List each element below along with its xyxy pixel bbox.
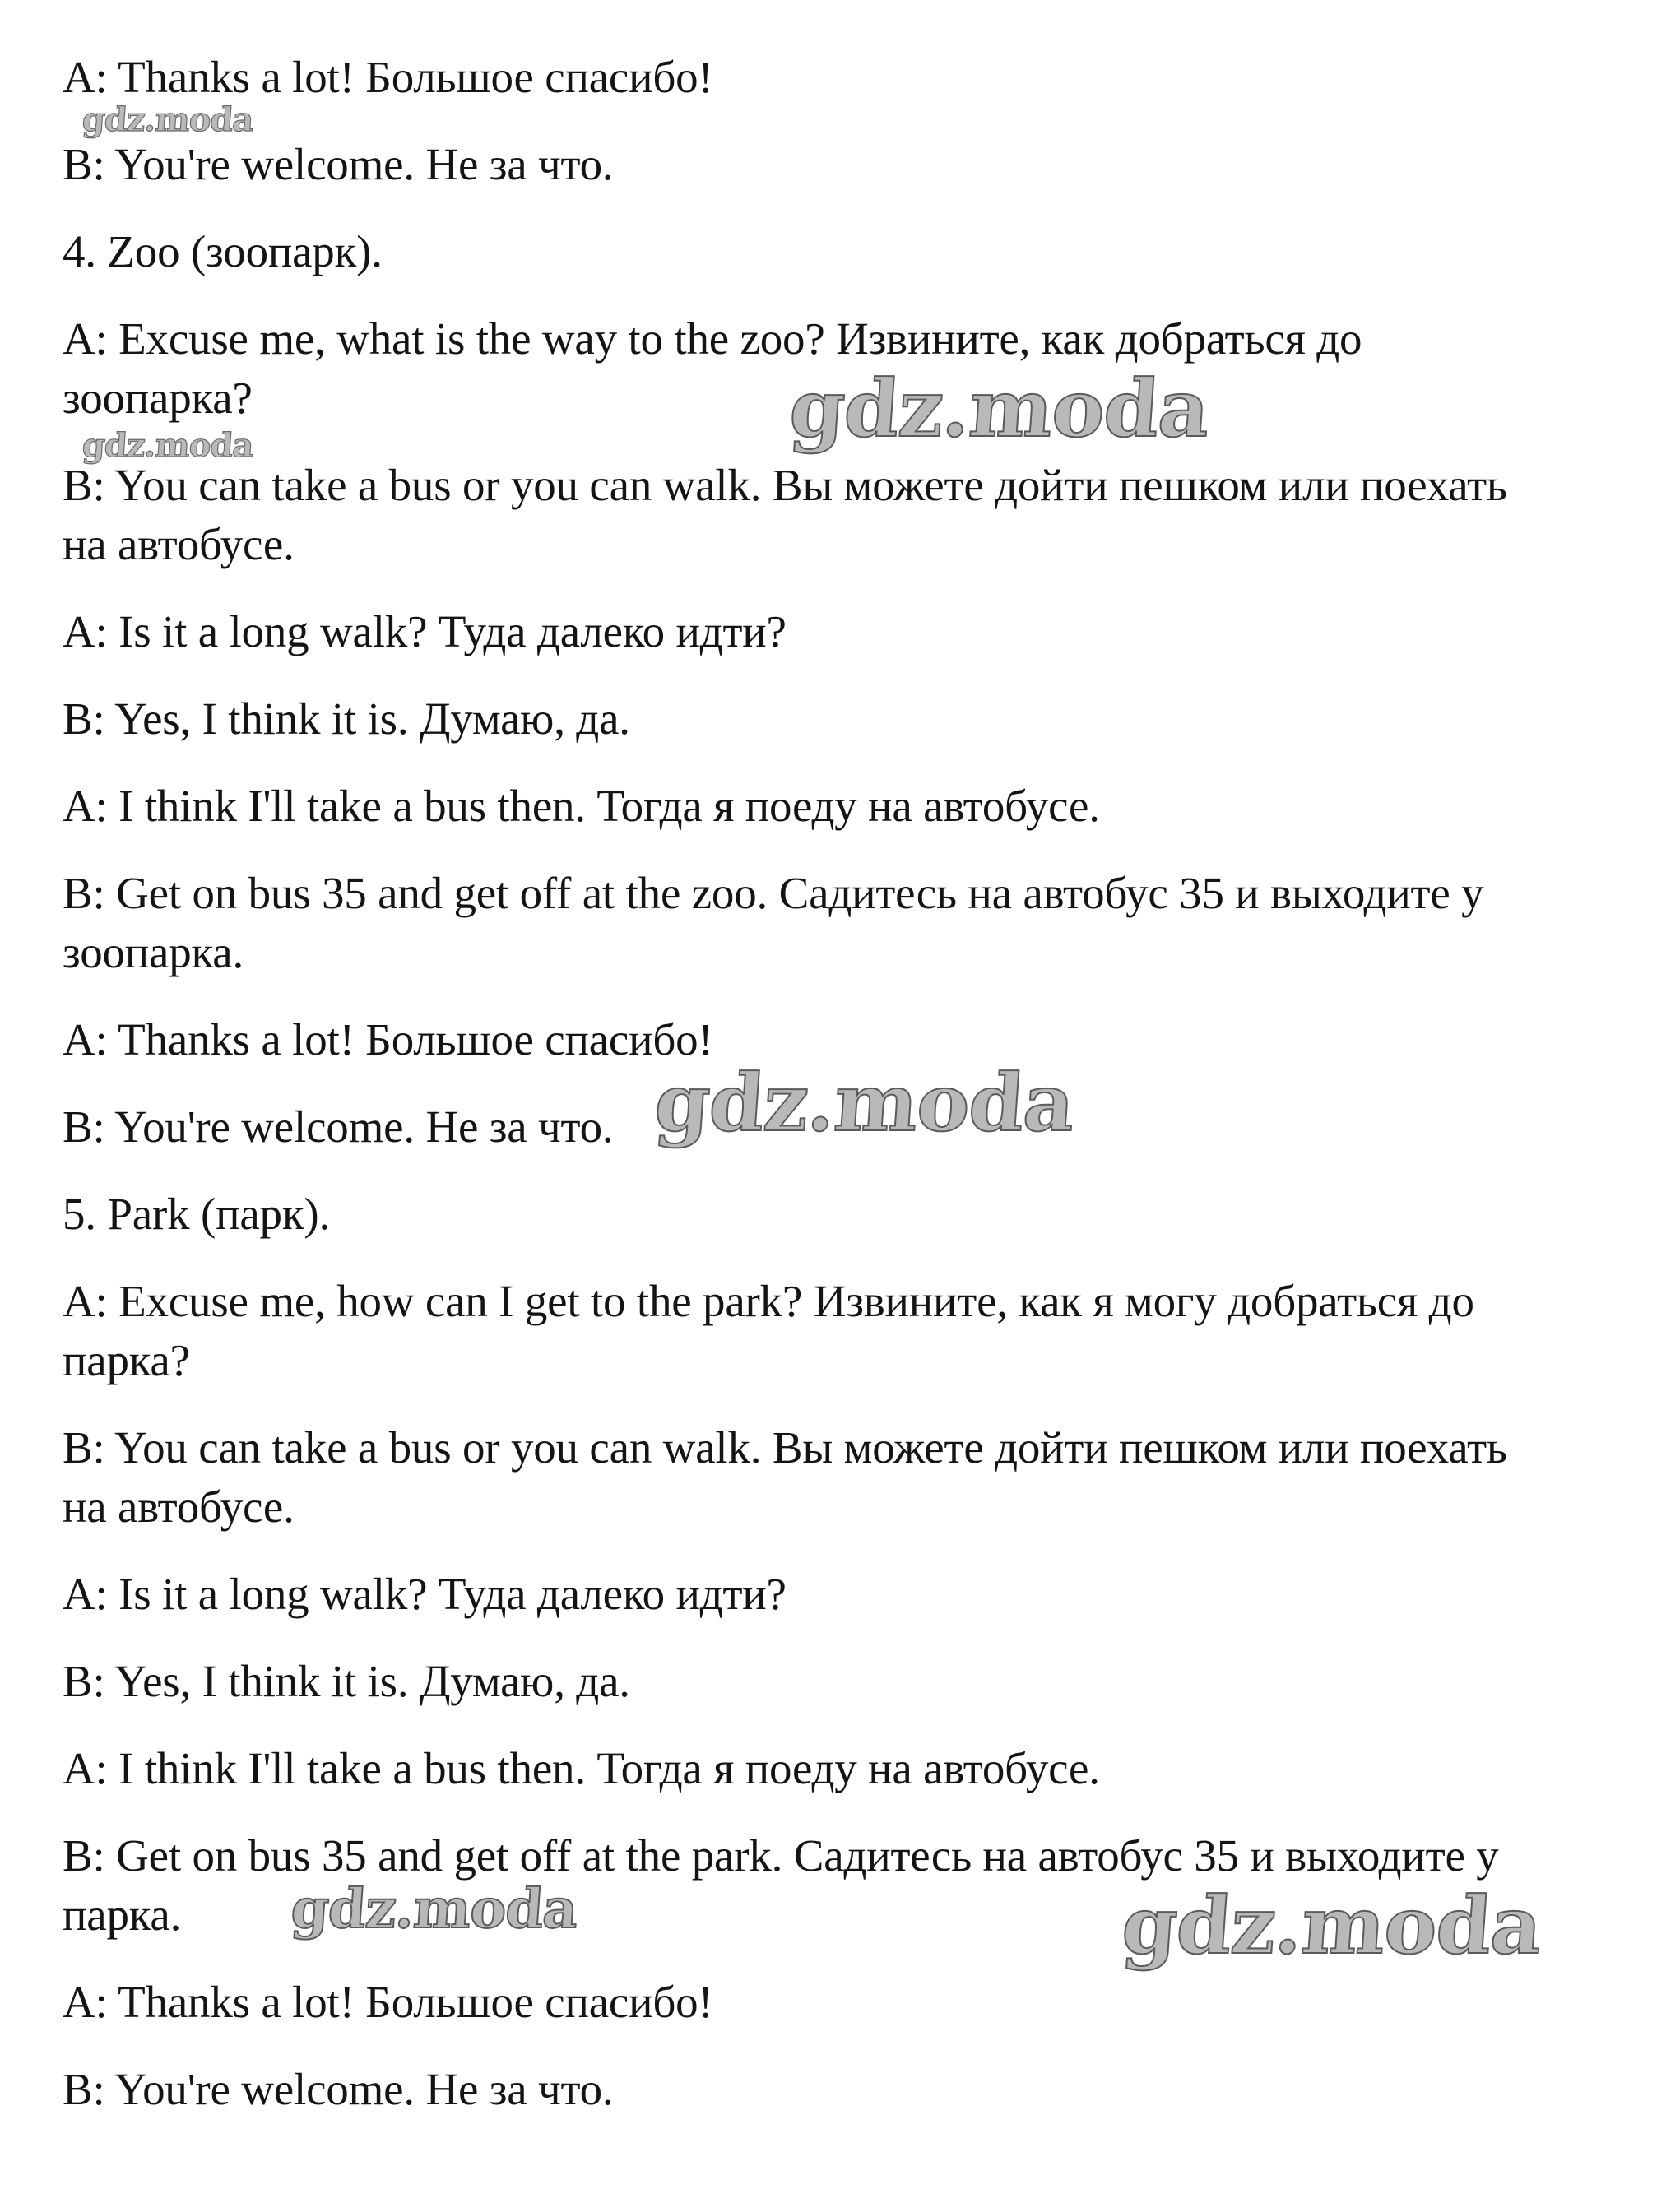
dialogue-line-b-welcome: B: You're welcome. Не за что. xyxy=(63,2064,614,2114)
dialogue-line-b-yes: B: Yes, I think it is. Думаю, да. xyxy=(63,693,630,744)
dialogue-line-a-take-bus: A: I think I'll take a bus then. Тогда я поеду на автобусе. xyxy=(63,781,1100,831)
dialogue-line-b-welcome: B: You're welcome. Не за что. xyxy=(63,139,614,189)
dialogue-line-continuation: зоопарка. xyxy=(63,927,244,977)
dialogue-line-b-get-on-bus: B: Get on bus 35 and get off at the zoo. Садитесь на автобус 35 и выходите у xyxy=(63,868,1484,918)
dialogue-line-continuation: парка. xyxy=(63,1890,182,1940)
dialogue-line-a-thanks: A: Thanks a lot! Большое спасибо! xyxy=(63,1014,713,1064)
watermark: gdz.moda xyxy=(652,1056,1078,1149)
dialogue-line-a-long-walk: A: Is it a long walk? Туда далеко идти? xyxy=(63,1569,787,1619)
dialogue-line-a-thanks: A: Thanks a lot! Большое спасибо! xyxy=(63,1977,713,2027)
section-heading-zoo: 4. Zoo (зоопарк). xyxy=(63,226,383,276)
watermark: gdz.moda xyxy=(81,426,255,465)
dialogue-line-a-long-walk: A: Is it a long walk? Туда далеко идти? xyxy=(63,606,787,656)
watermark: gdz.moda xyxy=(81,100,255,139)
watermark: gdz.moda xyxy=(787,362,1213,455)
dialogue-line-a-thanks: A: Thanks a lot! Большое спасибо! xyxy=(63,52,713,102)
dialogue-line-continuation: на автобусе. xyxy=(63,1482,295,1532)
dialogue-line-b-get-on-bus: B: Get on bus 35 and get off at the park. Садитесь на автобус 35 и выходите у xyxy=(63,1830,1499,1881)
dialogue-line-continuation: парка? xyxy=(63,1335,190,1385)
dialogue-line-a-take-bus: A: I think I'll take a bus then. Тогда я поеду на автобусе. xyxy=(63,1743,1100,1793)
section-heading-park: 5. Park (парк). xyxy=(63,1189,331,1239)
watermark: gdz.moda xyxy=(289,1876,580,1941)
dialogue-line-a-question: A: Excuse me, how can I get to the park? Извините, как я могу добраться до xyxy=(63,1276,1474,1326)
dialogue-line-b-welcome: B: You're welcome. Не за что. xyxy=(63,1102,614,1152)
dialogue-line-continuation: на автобусе. xyxy=(63,519,295,569)
dialogue-line-continuation: зоопарка? xyxy=(63,373,253,423)
dialogue-line-a-question: A: Excuse me, what is the way to the zoo? Извините, как добраться до xyxy=(63,313,1362,364)
dialogue-line-b-yes: B: Yes, I think it is. Думаю, да. xyxy=(63,1656,630,1706)
dialogue-line-b-answer: B: You can take a bus or you can walk. Вы можете дойти пешком или поехать xyxy=(63,1422,1507,1473)
watermark: gdz.moda xyxy=(1119,1879,1545,1972)
dialogue-line-b-answer: B: You can take a bus or you can walk. Вы можете дойти пешком или поехать xyxy=(63,460,1507,510)
